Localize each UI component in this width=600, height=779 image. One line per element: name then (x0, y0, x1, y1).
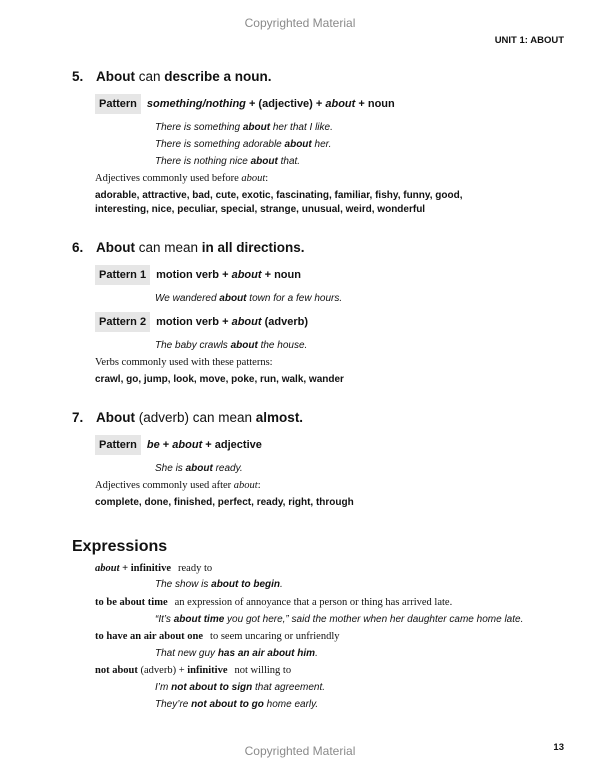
example-sentence: “It’s about time you got here,” said the mother when her daughter came home late. (155, 614, 524, 625)
example-sentence: There is something about her that I like. (155, 122, 333, 133)
watermark-top: Copyrighted Material (244, 16, 356, 30)
heading-keyword: About (96, 240, 135, 255)
heading-keyword: About (96, 69, 135, 84)
heading-connector: (adverb) can mean (134, 410, 256, 425)
unit-header: UNIT 1: ABOUT (494, 35, 564, 46)
example-sentence: That new guy has an air about him. (155, 648, 318, 659)
list-intro: Adjectives commonly used after about: (95, 480, 261, 491)
section-number: 7. (72, 410, 84, 425)
expression-entry: about + infinitive ready to (95, 563, 213, 574)
section-5-heading (72, 69, 272, 84)
example-sentence: There is nothing nice about that. (155, 156, 301, 167)
expression-definition: an expression of annoyance that a person or thing has arrived late. (174, 597, 453, 608)
example-sentence: We wandered about town for a few hours. (155, 293, 343, 304)
pattern-box: Pattern 1 motion verb + about + noun (95, 265, 301, 285)
section-7-heading (72, 410, 303, 425)
heading-meaning: almost. (255, 410, 304, 425)
list-intro: Adjectives commonly used before about: (95, 173, 269, 184)
pattern-term: about (325, 98, 356, 110)
heading-keyword: About (96, 410, 135, 425)
pattern-text: + (adjective) + (245, 98, 326, 110)
pattern-text: + noun (355, 98, 395, 110)
expression-entry: to be about time an expression of annoyance that a person or thing has arrived late. (95, 597, 453, 608)
pattern-box: Pattern 2 motion verb + about (adverb) (95, 312, 308, 332)
example-sentence: The show is about to begin. (155, 579, 283, 590)
section-number: 5. (72, 69, 84, 84)
pattern-term: something/nothing (146, 98, 246, 110)
expression-entry: to have an air about one to seem uncaring or unfriendly (95, 631, 340, 642)
section-number: 6. (72, 240, 84, 255)
expression-definition: to seem uncaring or unfriendly (210, 631, 340, 642)
heading-connector: can mean (134, 240, 202, 255)
watermark-bottom: Copyrighted Material (244, 744, 356, 758)
list-intro: Verbs commonly used with these patterns: (95, 357, 273, 368)
expression-definition: ready to (178, 563, 213, 574)
pattern-label: Pattern (95, 94, 141, 114)
pattern-label: Pattern 1 (95, 265, 150, 285)
word-list-line: interesting, nice, peculiar, special, strange, unusual, weird, wonderful (95, 204, 426, 215)
heading-meaning: describe a noun. (164, 69, 272, 84)
pattern-box (95, 94, 395, 114)
example-sentence: She is about ready. (155, 463, 243, 474)
pattern-label: Pattern 2 (95, 312, 150, 332)
expressions-title: Expressions (72, 538, 168, 555)
example-sentence: I’m not about to sign that agreement. (155, 682, 326, 693)
example-sentence: There is something adorable about her. (155, 139, 332, 150)
page-number: 13 (553, 742, 564, 753)
heading-meaning: in all directions. (201, 240, 305, 255)
word-list-line: adorable, attractive, bad, cute, exotic, fascinating, familiar, fishy, funny, good, (95, 190, 463, 201)
word-list-line: complete, done, finished, perfect, ready, right, through (95, 497, 354, 508)
word-list-line: crawl, go, jump, look, move, poke, run, walk, wander (95, 374, 344, 385)
pattern-label: Pattern (95, 435, 141, 455)
example-sentence: They’re not about to go home early. (155, 699, 319, 710)
pattern-box: Pattern be + about + adjective (95, 435, 262, 455)
heading-connector: can (134, 69, 165, 84)
expression-definition: not willing to (234, 665, 292, 676)
section-6-heading (72, 240, 305, 255)
expression-entry: not about (adverb) + infinitive not willing to (95, 665, 292, 676)
example-sentence: The baby crawls about the house. (155, 340, 308, 351)
